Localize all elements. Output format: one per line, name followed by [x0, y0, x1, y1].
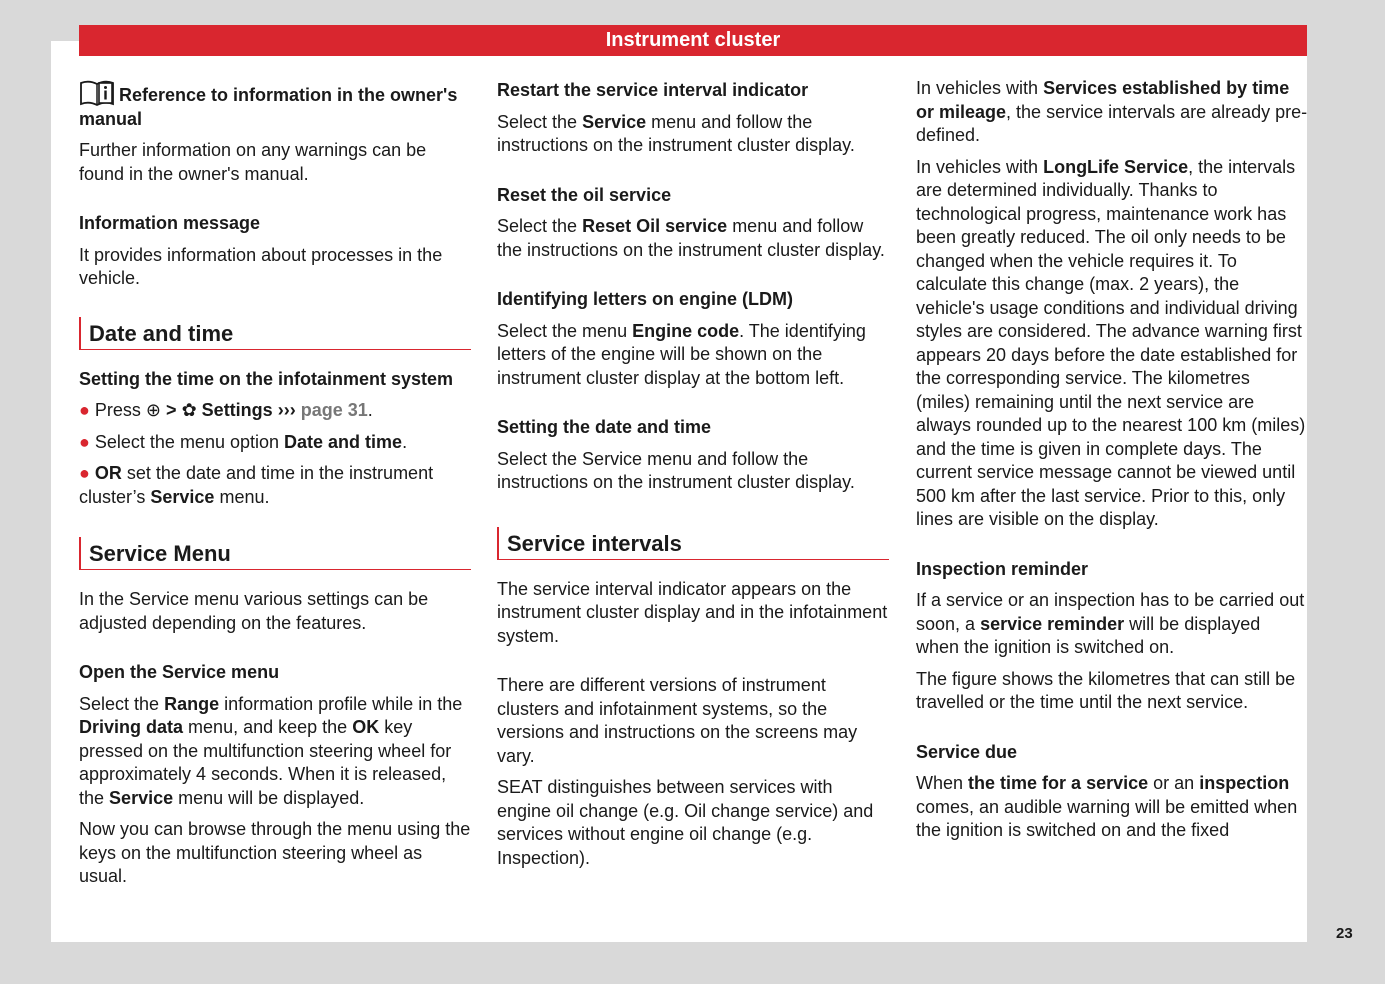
oil-service-text: Select the Reset Oil service menu and follow the instructions on the instrument cluster display.	[497, 216, 885, 260]
page-link[interactable]: page 31	[300, 400, 368, 420]
reference-heading-line1: Reference to information in the owner's	[119, 85, 458, 105]
service-intervals-section-title: Service intervals	[497, 527, 889, 560]
bullet-select-date: ● Select the menu option Date and time.	[79, 431, 408, 452]
intervals-text-2: There are different versions of instrument clusters and infotainment systems, so the versions and instructions on the screens may vary.	[497, 675, 858, 766]
ldm-heading: Identifying letters on engine (LDM)	[497, 289, 793, 309]
intervals-text-1: The service interval indicator appears on the instrument cluster display and in the infotainment system.	[497, 578, 888, 646]
intervals-text-3: SEAT distinguishes between services with engine oil change (e.g. Oil change service) and services without engine oil change (e.g. Inspection).	[497, 777, 874, 868]
set-date-time-heading: Setting the date and time	[497, 417, 712, 437]
open-service-text: Select the Range information profile while in the Driving data menu, and keep the OK key pressed on the multifunction steering wheel for approximately 4 seconds. When it is released, the Service menu will be displayed.	[79, 693, 463, 808]
column-left	[79, 72, 471, 897]
info-message-text: It provides information about processes in the vehicle.	[79, 244, 443, 288]
ldm-text: Select the menu Engine code. The identifying letters of the engine will be shown on the instrument cluster display at the bottom left.	[497, 320, 866, 388]
restart-heading: Restart the service interval indicator	[497, 80, 809, 100]
reference-text: Further information on any warnings can be found in the owner's manual.	[79, 140, 427, 184]
browse-text: Now you can browse through the menu using the keys on the multifunction steering wheel as usual.	[79, 819, 471, 886]
settings-gear-icon: ✿	[181, 400, 197, 420]
owners-manual-icon	[79, 80, 115, 106]
menu-icon: ⊕	[145, 400, 162, 420]
inspection-reminder-text: If a service or an inspection has to be carried out soon, a service reminder will be displayed when the ignition is switched on.	[916, 590, 1305, 657]
service-due-heading: Service due	[916, 741, 1018, 762]
service-due-text: When the time for a service or an inspection comes, an audible warning will be emitted when the ignition is switched on and the fixed	[916, 773, 1298, 840]
date-time-section-title: Date and time	[79, 317, 471, 350]
restart-text: Select the Service menu and follow the instructions on the instrument cluster display.	[497, 111, 855, 155]
oil-service-heading: Reset the oil service	[497, 184, 672, 205]
set-date-time-text: Select the Service menu and follow the instructions on the instrument cluster display.	[497, 448, 855, 492]
service-menu-section-title: Service Menu	[79, 537, 471, 570]
services-time-mileage-text: In vehicles with Services established by time or mileage, the service intervals are already pre-defined.	[916, 78, 1308, 145]
bullet-press: ● Press ⊕ > ✿ Settings ››› page 31.	[79, 400, 373, 420]
info-message-heading: Information message	[79, 213, 261, 233]
bullet-or: ● OR set the date and time in the instrument cluster’s Service menu.	[79, 463, 434, 507]
inspection-reminder-heading: Inspection reminder	[916, 558, 1089, 579]
ok-key-icon: OK	[352, 717, 380, 737]
service-menu-text: In the Service menu various settings can be adjusted depending on the features.	[79, 589, 429, 633]
reference-heading	[79, 80, 471, 131]
column-middle	[497, 72, 889, 878]
header-banner: Instrument cluster	[79, 25, 1307, 56]
set-time-heading: Setting the time on the infotainment system	[79, 368, 454, 389]
page-number: 23	[1336, 925, 1353, 942]
reference-heading-line2: manual	[79, 108, 143, 129]
column-right	[916, 72, 1308, 851]
inspection-figure-text: The figure shows the kilometres that can still be travelled or the time until the next service.	[916, 668, 1296, 712]
open-service-heading: Open the Service menu	[79, 662, 280, 682]
longlife-text: In vehicles with LongLife Service, the intervals are determined individually. Thanks to technological progress, maintenance work has been greatly reduced. The oil only needs to be changed when the vehicle requires it. To calculate this change (max. 2 years), the vehicle's usage conditions and individual driving styles are considered. The advance warning first appears 20 days before the date established for the corresponding service. The kilometres (miles) remaining until the next service are always rounded up to the nearest 100 km (miles) and the time is given in complete days. The current service message cannot be viewed until 500 km after the last service. Prior to this, only lines are visible on the display.	[916, 156, 1306, 529]
